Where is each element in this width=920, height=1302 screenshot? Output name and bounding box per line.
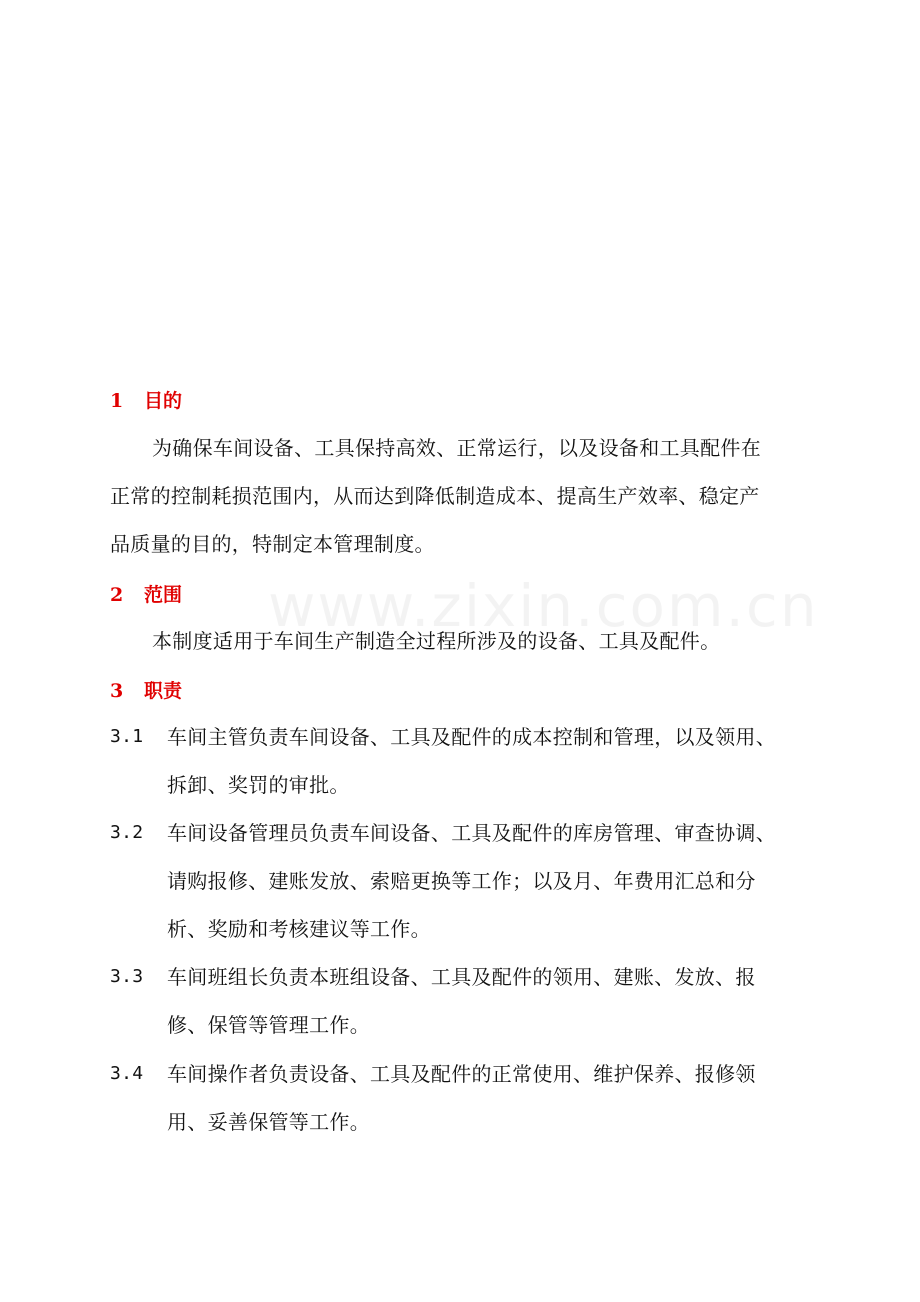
item-line: 修、保管等管理工作。 — [167, 1013, 370, 1037]
item-line: 析、奖励和考核建议等工作。 — [167, 917, 431, 941]
item-text — [167, 1050, 817, 1146]
item-line: 车间设备管理员负责车间设备、工具及配件的库房管理、审查协调、 — [167, 821, 776, 845]
section-number: 2 — [110, 584, 124, 606]
paragraph-line: 为确保车间设备、工具保持高效、正常运行，以及设备和工具配件在 — [152, 436, 761, 460]
item-line: 车间班组长负责本班组设备、工具及配件的领用、建账、发放、报 — [167, 965, 756, 989]
item-number: 3.2 — [110, 822, 144, 843]
paragraph-line: 本制度适用于车间生产制造全过程所涉及的设备、工具及配件。 — [152, 629, 721, 653]
item-number: 3.3 — [110, 966, 144, 987]
section-number: 1 — [110, 390, 124, 412]
paragraph-line: 正常的控制耗损范围内，从而达到降低制造成本、提高生产效率、稳定产 — [110, 484, 760, 508]
item-line: 请购报修、建账发放、索赔更换等工作；以及月、年费用汇总和分 — [167, 869, 756, 893]
item-text — [167, 953, 817, 1049]
item-number: 3.4 — [110, 1063, 144, 1084]
section-heading-purpose — [110, 386, 182, 413]
section-body-scope — [110, 617, 810, 665]
list-item — [110, 713, 810, 809]
item-line: 拆卸、奖罚的审批。 — [167, 773, 350, 797]
item-number: 3.1 — [110, 726, 144, 747]
item-line: 用、妥善保管等工作。 — [167, 1110, 370, 1134]
section-body-purpose — [110, 424, 810, 568]
section-title: 范围 — [144, 584, 183, 606]
list-item — [110, 1050, 810, 1146]
section-heading-scope — [110, 580, 182, 607]
paragraph-line: 品质量的目的，特制定本管理制度。 — [110, 532, 435, 556]
item-text — [167, 809, 817, 953]
section-title: 目的 — [144, 390, 183, 412]
list-item — [110, 953, 810, 1049]
item-line: 车间主管负责车间设备、工具及配件的成本控制和管理，以及领用、 — [167, 725, 776, 749]
list-item — [110, 809, 810, 953]
section-number: 3 — [110, 680, 124, 702]
section-heading-responsibilities — [110, 676, 182, 703]
item-text — [167, 713, 817, 809]
item-line: 车间操作者负责设备、工具及配件的正常使用、维护保养、报修领 — [167, 1062, 756, 1086]
section-title: 职责 — [144, 680, 183, 702]
